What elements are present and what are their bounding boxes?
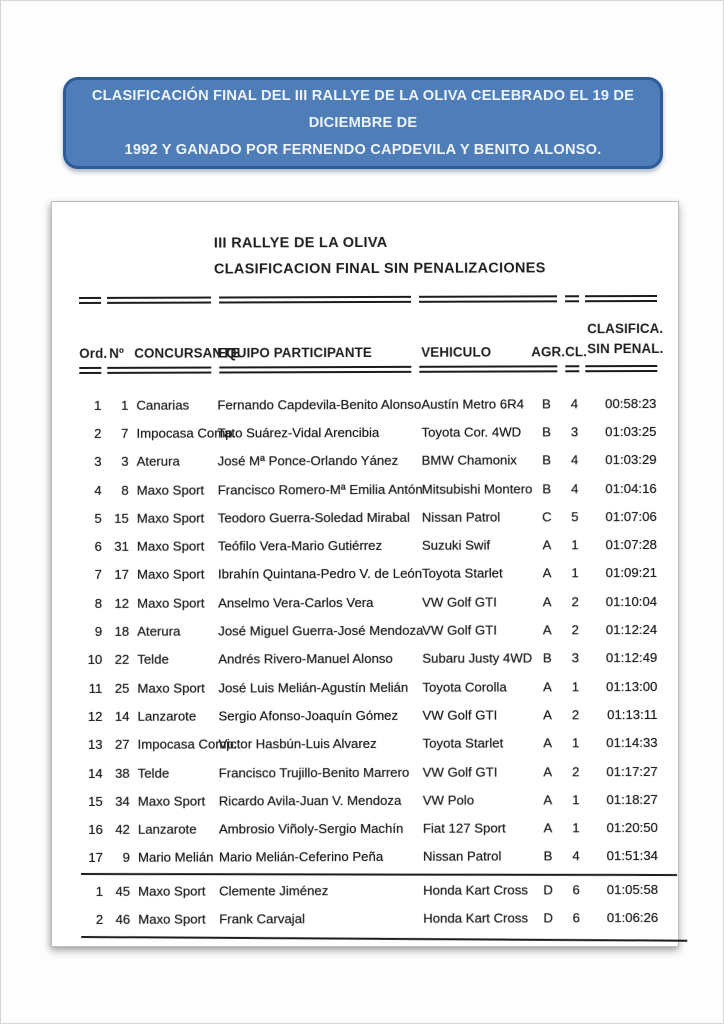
- cell-veh: Subaru Justy 4WD: [422, 650, 533, 667]
- cell-cl: 3: [570, 424, 579, 440]
- cell-agr: B: [542, 424, 551, 440]
- cell-eq: Ricardo Avila-Juan V. Mendoza: [218, 792, 402, 809]
- table-row: [81, 903, 661, 933]
- cell-con: Impocasa Comp.: [137, 736, 238, 752]
- cell-time: 01:12:49: [605, 650, 658, 666]
- cell-ord: 1: [95, 883, 104, 899]
- cell-veh: VW Golf GTI: [422, 594, 497, 610]
- cell-time: 01:07:28: [605, 537, 657, 553]
- rule-segment: [585, 365, 657, 372]
- header-ord: Ord.: [79, 345, 108, 361]
- rule-segment: [79, 297, 101, 304]
- document-title-line-2: CLASIFICACION FINAL SIN PENALIZACIONES: [213, 260, 546, 278]
- header-clasifica: [587, 319, 664, 359]
- cell-time: 01:03:25: [605, 423, 657, 440]
- cell-agr: A: [542, 565, 552, 581]
- table-row: [81, 813, 661, 843]
- cell-ord: 3: [94, 454, 102, 470]
- results-table: [79, 389, 679, 938]
- cell-cl: 4: [570, 452, 579, 468]
- rule-segment: [107, 297, 211, 304]
- cell-veh: Mitsubishi Montero: [421, 480, 533, 497]
- banner-line-1: CLASIFICACIÓN FINAL DEL III RALLYE DE LA OLIVA CELEBRADO EL 19 DE DICIEMBRE DE: [91, 87, 635, 131]
- rule-segment: [565, 365, 579, 372]
- table-end-line: [81, 936, 687, 942]
- document-title: [214, 229, 677, 283]
- cell-ord: 15: [88, 793, 103, 809]
- cell-agr: A: [542, 594, 552, 610]
- cell-time: 01:17:27: [606, 763, 658, 779]
- cell-ord: 2: [95, 911, 104, 927]
- cell-ord: 11: [88, 680, 103, 696]
- cell-num: 17: [114, 567, 130, 583]
- cell-con: Maxo Sport: [137, 680, 205, 696]
- cell-cl: 3: [571, 650, 579, 666]
- cell-cl: 6: [572, 881, 580, 897]
- cell-con: Lanzarote: [137, 708, 197, 724]
- cell-num: 38: [114, 765, 130, 781]
- cell-eq: José Miguel Guerra-José Mendoza: [218, 622, 424, 639]
- cell-con: Maxo Sport: [136, 482, 205, 498]
- cell-ord: 17: [88, 850, 104, 866]
- cell-time: 01:18:27: [606, 791, 658, 807]
- cell-con: Maxo Sport: [138, 883, 206, 899]
- table-row: [81, 842, 661, 872]
- cell-veh: Nissan Patrol: [422, 848, 502, 865]
- header-concursante: CONCURSANTE: [134, 345, 240, 361]
- table-row: [81, 785, 661, 815]
- cell-eq: Mario Melián-Ceferino Peña: [218, 849, 384, 865]
- cell-agr: B: [542, 452, 552, 468]
- cell-eq: Ibrahín Quintana-Pedro V. de León: [217, 566, 423, 582]
- cell-ord: 4: [94, 482, 102, 498]
- cell-veh: VW Golf GTI: [422, 707, 498, 723]
- header-agr-cl: AGR.CL.: [531, 344, 588, 360]
- rule-segment: [419, 365, 557, 372]
- cell-con: Maxo Sport: [136, 538, 205, 554]
- rule-segment: [565, 295, 579, 302]
- cell-num: 14: [114, 708, 130, 724]
- cell-veh: Toyota Corolla: [422, 679, 507, 695]
- cell-con: Maxo Sport: [136, 510, 205, 526]
- cell-eq: Frank Carvajal: [219, 911, 305, 927]
- cell-veh: VW Polo: [422, 792, 475, 808]
- rule-segment: [107, 367, 211, 374]
- cell-cl: 4: [572, 848, 580, 864]
- table-row: [79, 417, 659, 447]
- table-row: [81, 757, 661, 787]
- cell-time: 01:14:33: [606, 735, 658, 751]
- cell-cl: 1: [571, 735, 580, 751]
- table-header-row: [79, 303, 664, 367]
- cell-cl: 1: [572, 792, 580, 808]
- cell-veh: Fiat 127 Sport: [422, 820, 506, 836]
- cell-con: Maxo Sport: [137, 595, 205, 611]
- scanned-document: [51, 201, 679, 947]
- cell-agr: A: [543, 707, 552, 723]
- cell-num: 25: [114, 680, 130, 696]
- cell-time: 01:03:29: [605, 452, 657, 468]
- table-row: [80, 615, 660, 645]
- cell-time: 01:51:34: [606, 848, 659, 864]
- cell-eq: Tato Suárez-Vidal Arencibia: [217, 424, 380, 441]
- cell-eq: José Mª Ponce-Orlando Yánez: [217, 453, 399, 469]
- cell-cl: 4: [570, 395, 579, 411]
- rule-segment: [419, 295, 557, 302]
- cell-con: Impocasa Comp.: [136, 425, 237, 441]
- cell-num: 3: [121, 454, 129, 470]
- cell-cl: 2: [571, 707, 580, 723]
- cell-veh: Toyota Starlet: [421, 565, 503, 582]
- rule-segment: [585, 295, 657, 302]
- cell-ord: 16: [88, 822, 103, 838]
- cell-veh: Honda Kart Cross: [423, 910, 529, 926]
- cell-num: 46: [115, 911, 131, 927]
- cell-agr: A: [543, 763, 553, 779]
- cell-cl: 1: [572, 820, 580, 836]
- cell-cl: 2: [571, 593, 579, 609]
- cell-agr: A: [542, 622, 552, 638]
- header-equipo: EQUIPO PARTICIPANTE: [217, 344, 372, 361]
- cell-time: 01:20:50: [606, 820, 658, 836]
- cell-num: 12: [114, 595, 130, 611]
- document-title-line-1: III RALLYE DE LA OLIVA: [213, 234, 388, 252]
- cell-num: 22: [114, 652, 130, 668]
- table-row: [80, 587, 660, 617]
- cell-eq: Fernando Capdevila-Benito Alonso: [217, 396, 422, 413]
- cell-time: 01:04:16: [605, 480, 657, 496]
- cell-ord: 12: [87, 708, 103, 724]
- cell-ord: 8: [94, 595, 103, 611]
- cell-con: Canarias: [136, 397, 190, 413]
- rule-segment: [219, 296, 411, 304]
- rule-segment: [79, 367, 101, 374]
- cell-agr: A: [543, 792, 553, 808]
- cell-agr: B: [542, 480, 552, 496]
- banner-line-2: 1992 Y GANADO POR FERNENDO CAPDEVILA Y BENITO ALONSO.: [124, 141, 602, 158]
- cell-num: 1: [121, 397, 129, 413]
- cell-con: Maxo Sport: [136, 566, 205, 583]
- cell-ord: 13: [87, 737, 103, 753]
- cell-cl: 1: [571, 537, 579, 553]
- cell-veh: Toyota Starlet: [422, 735, 504, 752]
- cell-agr: A: [542, 537, 552, 553]
- cell-ord: 10: [87, 652, 103, 668]
- document-content: [51, 201, 680, 947]
- table-row: [80, 474, 660, 504]
- cell-eq: Clemente Jiménez: [219, 882, 329, 899]
- header-vehiculo: VEHICULO: [421, 344, 492, 360]
- cell-agr: D: [543, 882, 553, 898]
- cell-num: 8: [121, 482, 129, 498]
- cell-eq: Teófilo Vera-Mario Gutiérrez: [217, 538, 383, 554]
- cell-eq: Victor Hasbún-Luis Alvarez: [218, 736, 377, 752]
- cell-num: 42: [115, 821, 130, 837]
- cell-con: Aterura: [136, 453, 180, 470]
- cell-con: Mario Melián: [137, 849, 214, 866]
- title-banner: [63, 77, 663, 169]
- cell-eq: Anselmo Vera-Carlos Vera: [218, 594, 374, 611]
- cell-ord: 1: [94, 397, 102, 413]
- cell-veh: Nissan Patrol: [421, 509, 501, 525]
- cell-agr: A: [542, 678, 552, 694]
- cell-con: Telde: [137, 651, 169, 668]
- table-row: [80, 644, 660, 674]
- cell-con: Telde: [137, 765, 170, 781]
- cell-agr: A: [543, 735, 553, 751]
- table-row: [80, 446, 660, 476]
- cell-eq: Teodoro Guerra-Soledad Mirabal: [217, 509, 410, 526]
- cell-num: 34: [115, 793, 130, 809]
- cell-time: 01:10:04: [605, 593, 658, 609]
- cell-cl: 1: [571, 678, 580, 694]
- cell-ord: 7: [94, 567, 103, 583]
- cell-veh: Toyota Cor. 4WD: [421, 424, 522, 440]
- cell-con: Maxo Sport: [137, 793, 206, 809]
- cell-time: 01:13:00: [606, 678, 658, 694]
- cell-cl: 2: [571, 622, 579, 638]
- cell-agr: B: [541, 395, 551, 412]
- cell-cl: 4: [571, 480, 579, 496]
- cell-con: Maxo Sport: [138, 911, 206, 927]
- cell-veh: Honda Kart Cross: [423, 882, 528, 898]
- rule-segment: [219, 366, 411, 374]
- table-row: [80, 672, 660, 702]
- cell-num: 31: [114, 538, 129, 555]
- cell-time: 01:06:26: [606, 909, 659, 926]
- cell-eq: Francisco Trujillo-Benito Marrero: [218, 764, 410, 781]
- cell-num: 45: [115, 883, 131, 899]
- cell-time: 01:05:58: [606, 881, 659, 897]
- cell-num: 7: [121, 425, 129, 441]
- table-row: [80, 502, 660, 532]
- cell-veh: BMW Chamonix: [421, 452, 517, 469]
- cell-num: 15: [114, 510, 129, 526]
- cell-eq: Andrés Rivero-Manuel Alonso: [218, 651, 393, 667]
- cell-time: 00:58:23: [605, 395, 657, 411]
- cell-cl: 2: [571, 763, 580, 779]
- table-row: [81, 875, 661, 905]
- cell-num: 18: [114, 623, 130, 639]
- cell-cl: 6: [572, 910, 580, 926]
- cell-ord: 5: [94, 510, 102, 526]
- cell-time: 01:09:21: [605, 565, 658, 581]
- cell-veh: VW Golf GTI: [422, 764, 498, 780]
- cell-eq: Ambrosio Viñoly-Sergio Machín: [218, 820, 404, 837]
- header-clasifica-line-2: SIN PENAL.: [587, 340, 664, 357]
- cell-agr: B: [542, 650, 552, 666]
- cell-agr: C: [542, 509, 552, 525]
- cell-veh: Austín Metro 6R4: [421, 396, 525, 412]
- cell-ord: 9: [94, 623, 103, 639]
- cell-num: 9: [122, 850, 131, 866]
- cell-agr: B: [543, 848, 553, 864]
- table-row: [79, 389, 659, 419]
- cell-ord: 6: [94, 539, 102, 555]
- cell-cl: 5: [571, 509, 579, 525]
- cell-time: 01:13:11: [607, 706, 658, 723]
- cell-veh: VW Golf GTI: [422, 622, 497, 638]
- cell-eq: Francisco Romero-Mª Emilia Antón: [217, 481, 423, 498]
- cell-num: 27: [114, 737, 130, 753]
- cell-ord: 2: [94, 425, 102, 441]
- double-rule-below-header: [79, 365, 659, 375]
- table-row: [81, 729, 661, 759]
- table-row: [80, 559, 660, 589]
- cell-cl: 1: [571, 565, 579, 581]
- cell-ord: 14: [87, 765, 103, 781]
- cell-time: 01:07:06: [605, 508, 657, 524]
- cell-con: Lanzarote: [137, 821, 197, 837]
- header-num: Nº: [109, 345, 125, 361]
- cell-agr: A: [543, 820, 553, 836]
- table-row: [80, 700, 660, 730]
- cell-time: 01:12:24: [605, 621, 658, 638]
- cell-eq: José Luis Melián-Agustín Melián: [218, 679, 409, 696]
- cell-eq: Sergio Afonso-Joaquín Gómez: [218, 707, 399, 724]
- cell-con: Aterura: [137, 623, 181, 639]
- cell-veh: Suzuki Swif: [421, 537, 491, 553]
- cell-agr: D: [543, 910, 553, 926]
- table-row: [80, 530, 660, 560]
- header-clasifica-line-1: CLASIFICA.: [587, 320, 664, 337]
